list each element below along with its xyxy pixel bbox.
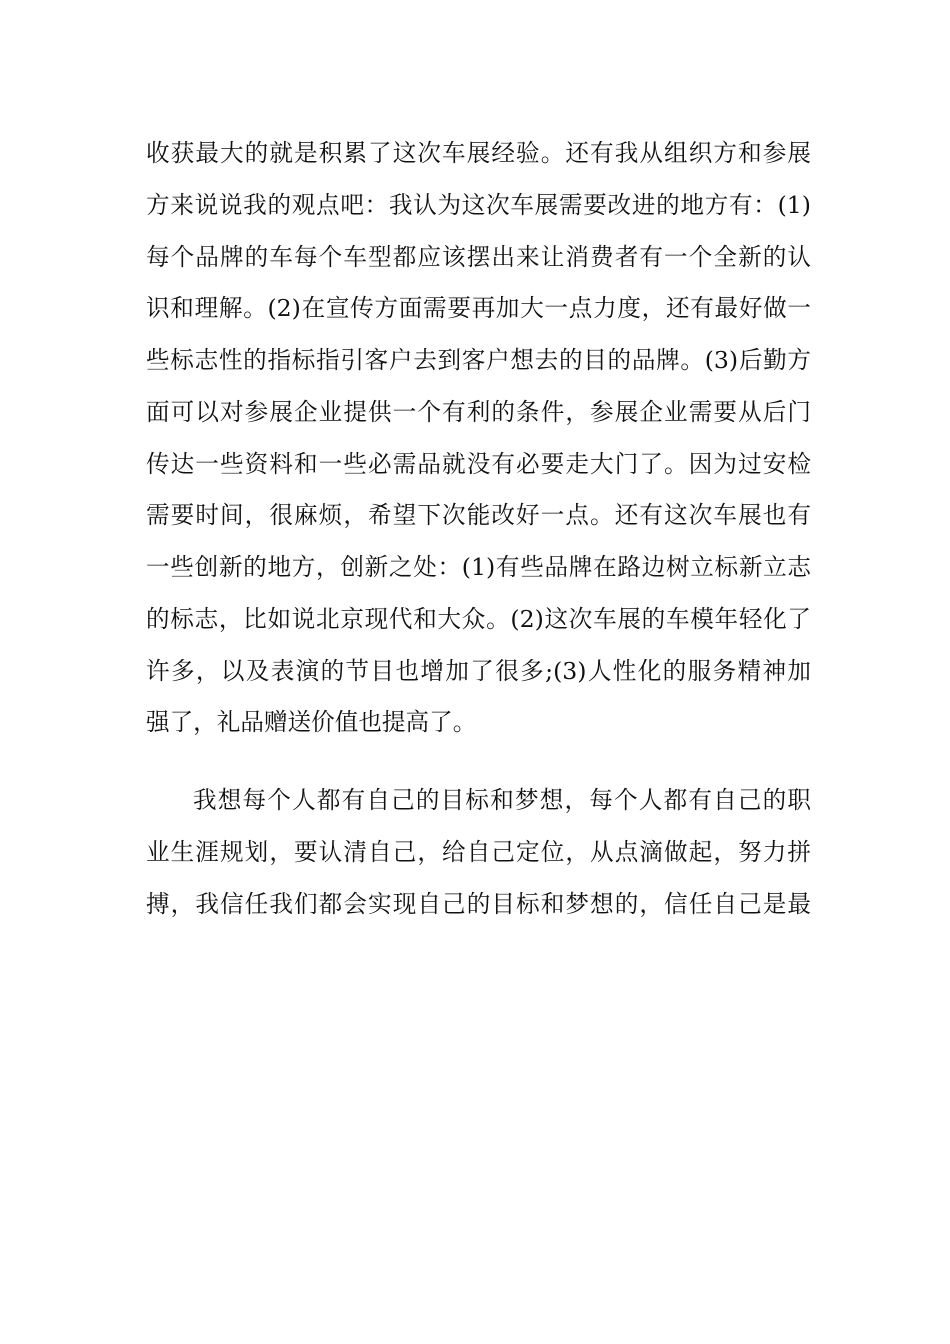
text-line: 需要时间，很麻烦，希望下次能改好一点。还有这次车展也有 [146, 501, 811, 530]
text-line: 识和理解。(2)在宣传方面需要再加大一点力度，还有最好做一 [146, 294, 811, 323]
paragraph-2 [146, 775, 811, 930]
text-line: 业生涯规划，要认清自己，给自己定位，从点滴做起，努力拼 [146, 837, 811, 866]
text-line: 一些创新的地方，创新之处：(1)有些品牌在路边树立标新立志 [146, 553, 811, 581]
document-body [146, 128, 811, 930]
text-line: 收获最大的就是积累了这次车展经验。还有我从组织方和参展 [146, 139, 811, 167]
text-line: 我想每个人都有自己的目标和梦想，每个人都有自己的职 [193, 786, 811, 814]
text-line: 的标志，比如说北京现代和大众。(2)这次车展的车模年轻化了 [146, 604, 811, 633]
text-line: 方来说说我的观点吧：我认为这次车展需要改进的地方有：(1) [146, 190, 811, 219]
text-line: 些标志性的指标指引客户去到客户想去的目的品牌。(3)后勤方 [146, 346, 811, 374]
text-line: 每个品牌的车每个车型都应该摆出来让消费者有一个全新的认 [146, 242, 811, 271]
text-line: 许多，以及表演的节目也增加了很多;(3)人性化的服务精神加 [146, 656, 811, 685]
paragraph-1 [146, 128, 811, 749]
text-line: 强了，礼品赠送价值也提高了。 [146, 708, 477, 737]
text-line: 搏，我信任我们都会实现自己的目标和梦想的，信任自己是最 [146, 889, 811, 918]
text-line: 传达一些资料和一些必需品就没有必要走大门了。因为过安检 [146, 449, 811, 478]
text-line: 面可以对参展企业提供一个有利的条件，参展企业需要从后门 [146, 397, 811, 426]
